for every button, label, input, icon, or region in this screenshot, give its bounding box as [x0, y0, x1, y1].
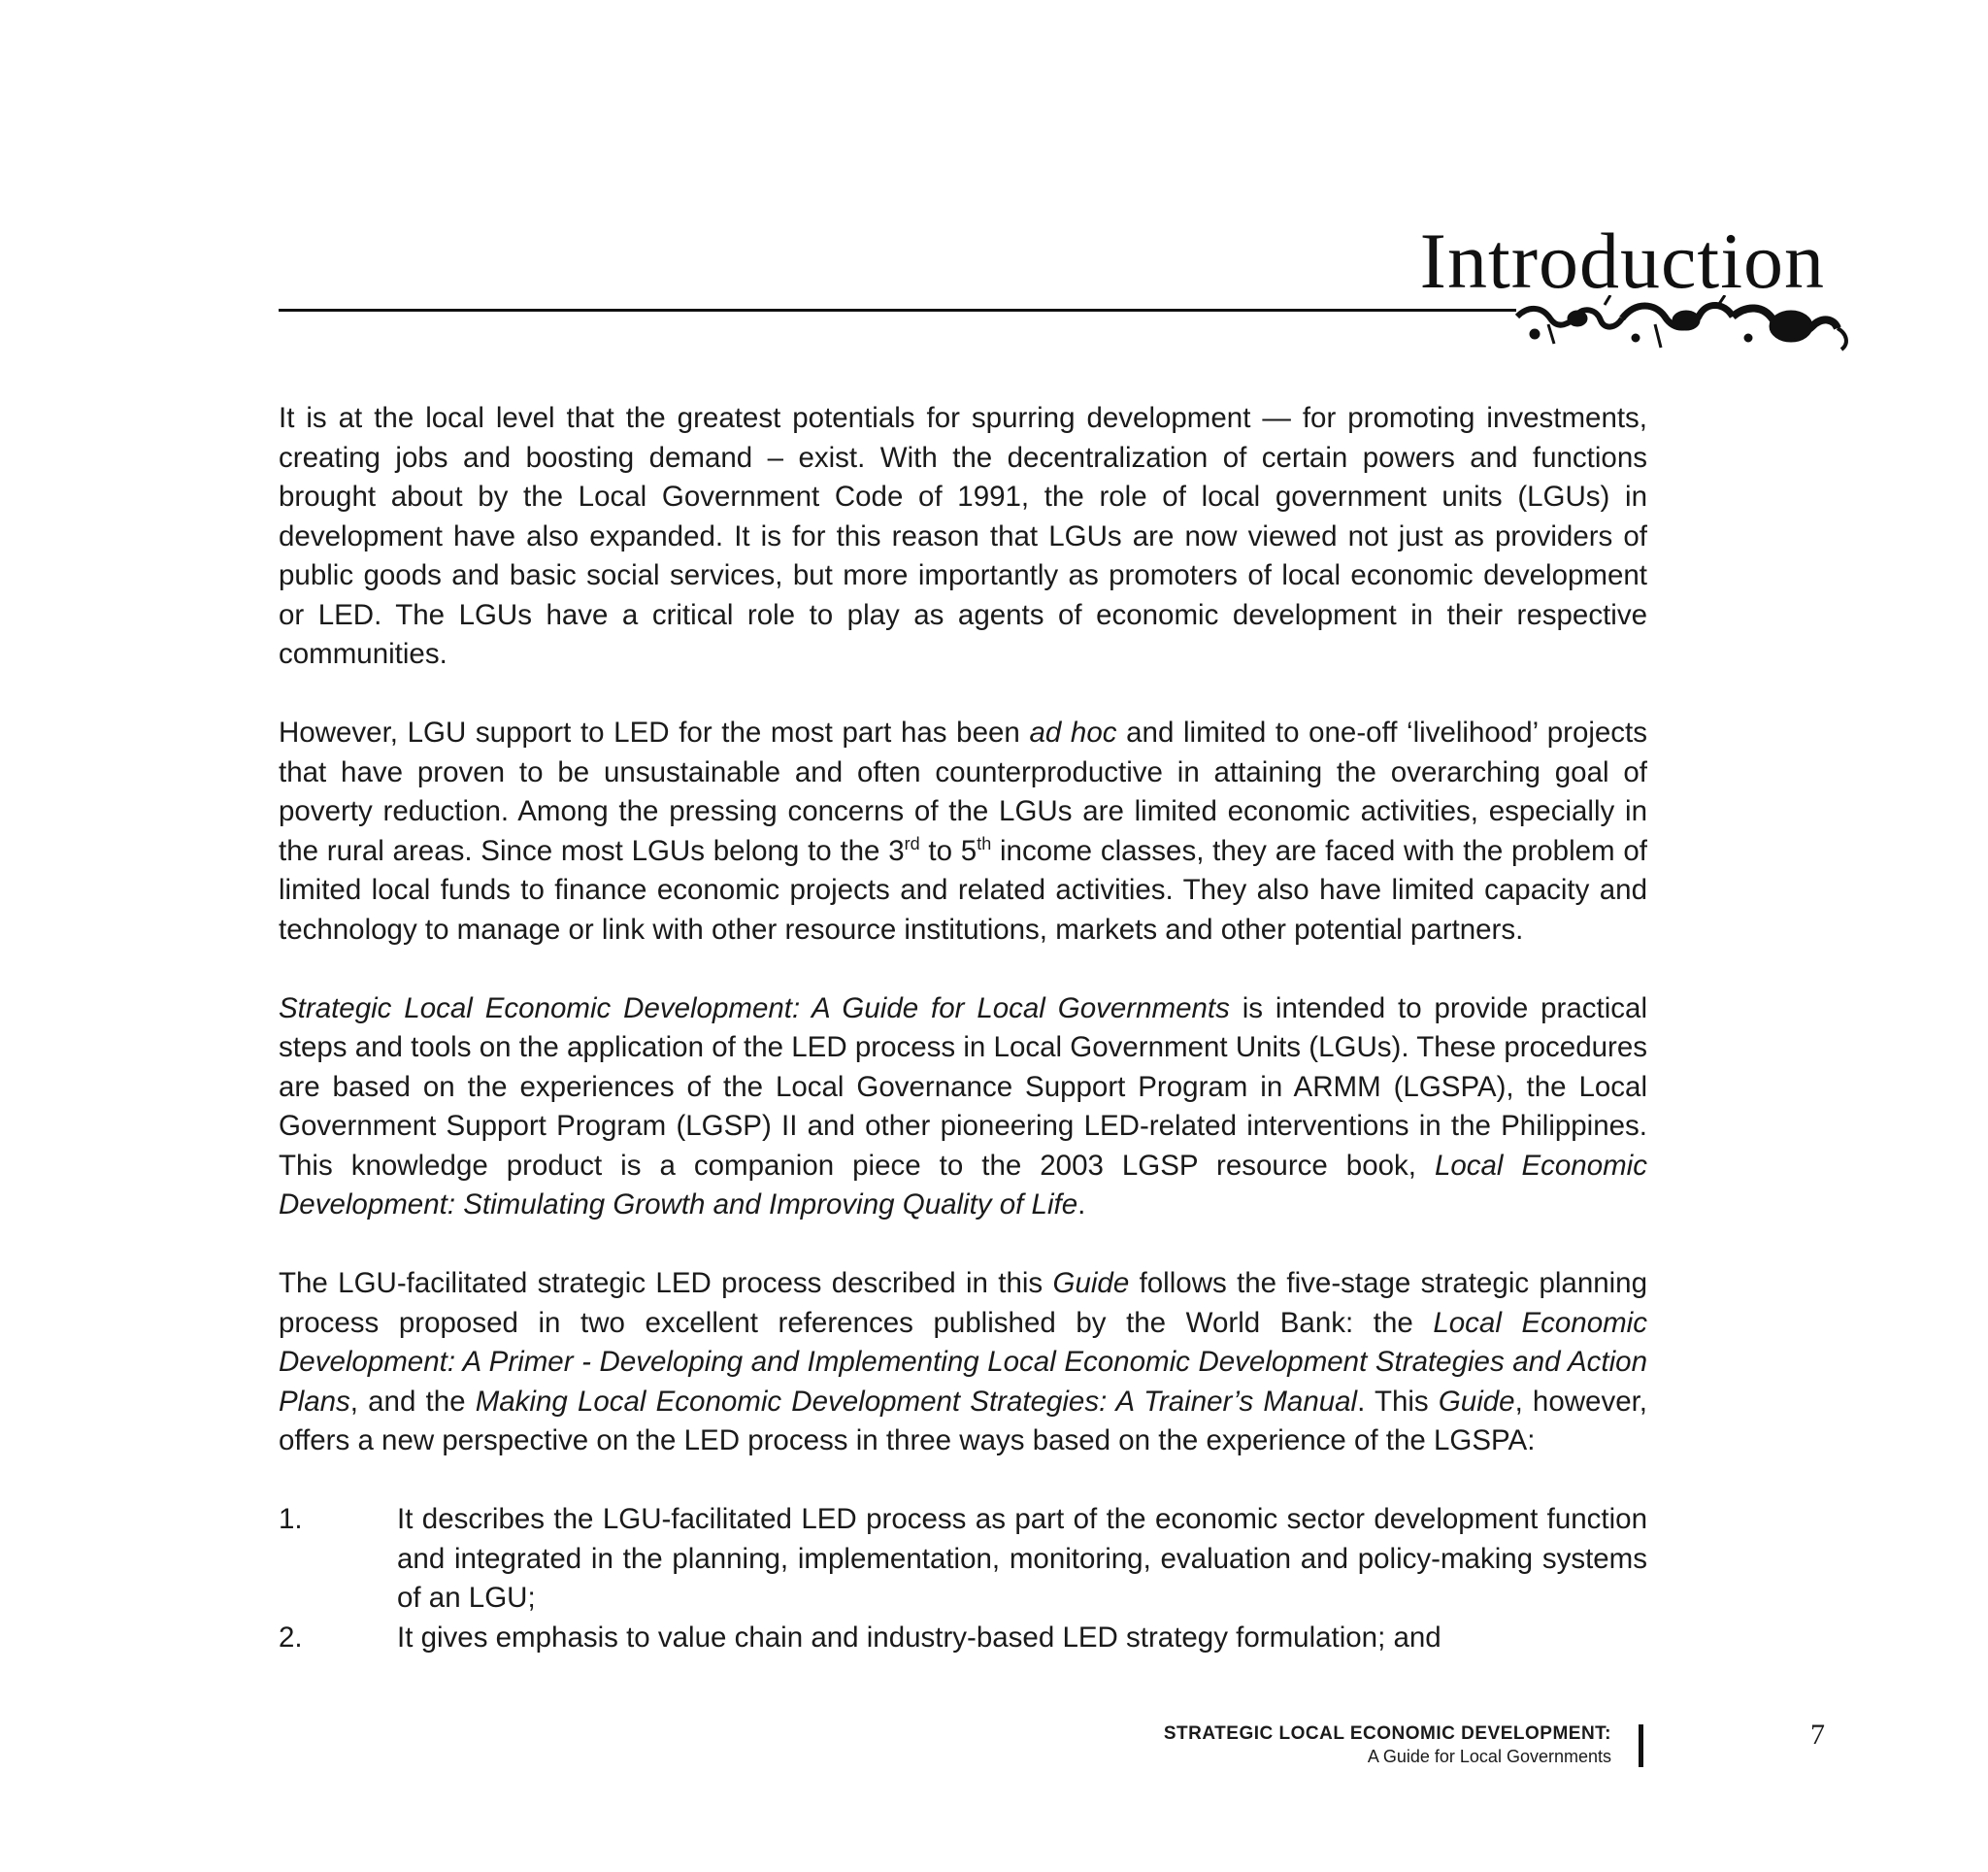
- list-item-number: 2.: [279, 1621, 303, 1654]
- list-item-text: It describes the LGU-facilitated LED process as part of the economic sector development function and integrated in the planning, implementation, monitoring, evaluation and policy-making systems of an LGU;: [397, 1503, 1647, 1614]
- paragraph-1: It is at the local level that the greatest potentials for spurring development — for promoting investments, creating jobs and boosting demand – exist. With the decentralization of certain powers and functions brought about by the Local Government Code of 1991, the role of local government units (LGUs) in development have also expanded. It is for this reason that LGUs are now viewed not just as providers of public goods and basic social services, but more importantly as promoters of local economic development or LED. The LGUs have a critical role to play as agents of economic development in their respective communities.: [279, 402, 1647, 670]
- list-item-text: It gives emphasis to value chain and industry-based LED strategy formulation; and: [397, 1621, 1441, 1654]
- footer-subtitle: A Guide for Local Governments: [1367, 1747, 1611, 1766]
- body-text: [279, 399, 1647, 1657]
- paragraph-2: However, LGU support to LED for the most part has been ad hoc and limited to one-off ‘livelihood’ projects that have proven to be unsustainable and often counterproductive in attaining the overarching goal of poverty reduction. Among the pressing concerns of the LGUs are limited economic activities, especially in the rural areas. Since most LGUs belong to the 3rd to 5th income classes, they are faced with the problem of limited local funds to finance economic projects and related activities. They also have limited capacity and technology to manage or link with other resource institutions, markets and other potential partners.: [279, 717, 1648, 946]
- paragraph-3: Strategic Local Economic Development: A Guide for Local Governments is intended to provide practical steps and tools on the application of the LED process in Local Government Units (LGUs). These procedures are based on the experiences of the Local Governance Support Program in ARMM (LGSPA), the Local Government Support Program (LGSP) II and other pioneering LED-related interventions in the Philippines. This knowledge product is a companion piece to the 2003 LGSP resource book, Local Economic Development: Stimulating Growth and Improving Quality of Life.: [279, 991, 1647, 1220]
- list-item-number: 1.: [279, 1503, 303, 1535]
- decorative-ornament-icon: [1509, 295, 1859, 363]
- paragraph-4: The LGU-facilitated strategic LED process described in this Guide follows the five-stage strategic planning process proposed in two excellent references published by the World Bank: the Local Economic Development: A Primer - Developing and Implementing Local Economic Development Strategies and Action Plans, and the Making Local Economic Development Strategies: A Trainer’s Manual. This Guide, however, offers a new perspective on the LED process in three ways based on the experience of the LGSPA:: [279, 1267, 1648, 1456]
- title-rule: [279, 309, 1516, 312]
- list-item: [279, 1500, 1647, 1619]
- list-item: [279, 1619, 1647, 1658]
- footer-divider: [1639, 1724, 1643, 1767]
- page-title: Introduction: [1419, 217, 1825, 305]
- footer-title: STRATEGIC LOCAL ECONOMIC DEVELOPMENT:: [1163, 1723, 1611, 1744]
- page-number: 7: [1810, 1719, 1825, 1751]
- numbered-list: [279, 1500, 1647, 1657]
